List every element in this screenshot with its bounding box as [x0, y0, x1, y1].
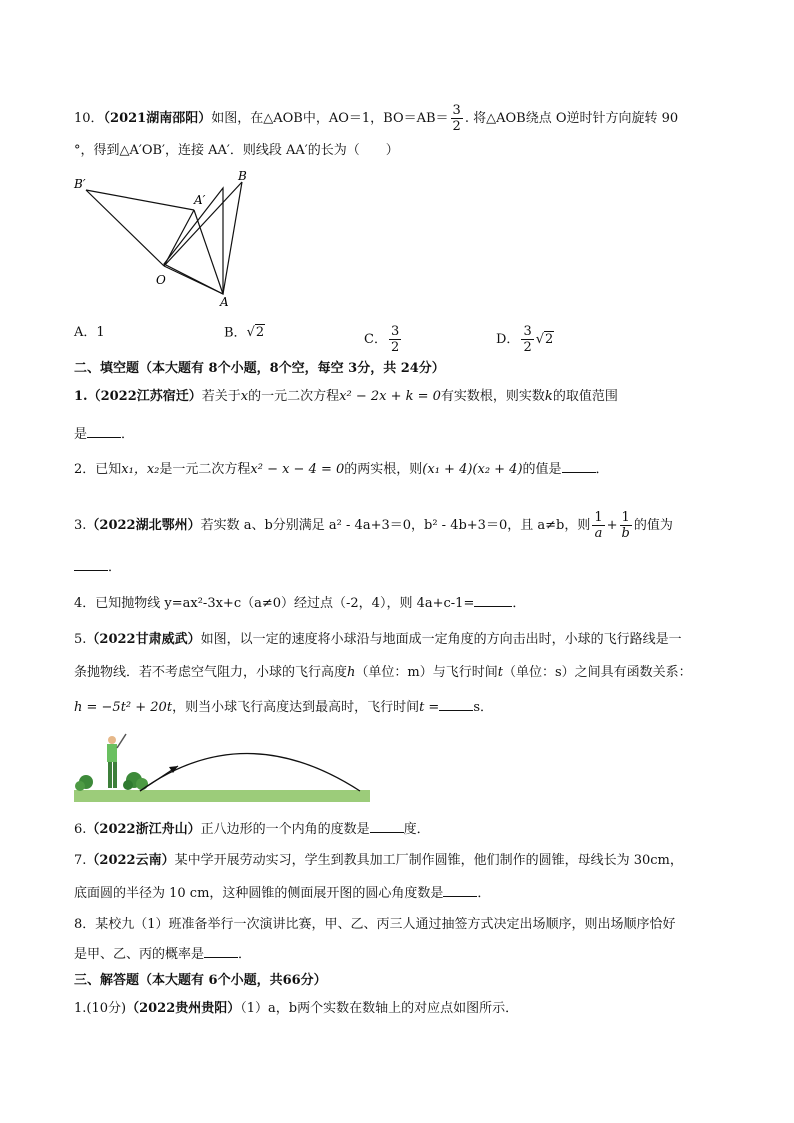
answer-blank[interactable] — [474, 594, 512, 607]
section-fill-title: 二、填空题（本大题有 8个小题，8个空，每空 3分，共 24分） — [74, 361, 445, 376]
q10-fraction: $\frac{3}{2}$ — [452, 103, 461, 134]
q10-line2: °，得到△A′OB′，连接 AA′．则线段 AA′的长为（ ） — [74, 143, 399, 158]
ground — [74, 790, 370, 802]
fill-q6: 6.（2022浙江舟山）正八边形的一个内角的度数是 度． — [74, 822, 430, 837]
answer-blank[interactable] — [562, 460, 596, 473]
option-d: D． $\frac{3}{2}$ √2 — [496, 324, 554, 355]
golf-trajectory-picture — [74, 730, 372, 804]
fill-q8-line1: 8．某校九（1）班准备举行一次演讲比赛，甲、乙、丙三人通过抽签方式决定出场顺序，则出场顺序恰好 — [74, 917, 676, 932]
answer-blank[interactable] — [370, 820, 404, 833]
segment-b-prime-o — [86, 190, 164, 266]
fill-q3: 3.（2022湖北鄂州）若实数 a、b分别满足 a² - 4a+3＝0，b² - 4b+3＝0，且 a≠b，则 $\frac{1}{a}$ + $\frac{1}{b}$ 的值为 — [74, 510, 673, 541]
label-b: B — [238, 169, 247, 183]
fill-q1-line2: 是 ． — [74, 427, 135, 442]
fill-q7-line2: 底面圆的半径为 10 cm，这种圆锥的侧面展开图的圆心角度数是 ． — [74, 886, 491, 901]
answer-blank[interactable] — [204, 945, 238, 958]
triangle-figure — [70, 168, 260, 308]
fill-q5-line3: h = −5t² + 20t，则当小球飞行高度达到最高时，飞行时间t = s． — [74, 700, 493, 715]
fill-q8-line2: 是甲、乙、丙的概率是 ． — [74, 947, 252, 962]
option-a: A．1 — [74, 325, 105, 340]
answer-blank[interactable] — [74, 558, 108, 571]
fill-q5-line1: 5.（2022甘肃威武）如图，以一定的速度将小球沿与地面成一定角度的方向击出时，小球的飞行路线是一 — [74, 632, 682, 647]
fill-q4: 4．已知抛物线 y=ax²-3x+c（a≠0）经过点（-2，4），则 4a+c-1= ． — [74, 596, 526, 611]
segment-b-prime-a-prime — [86, 190, 194, 210]
bush-left-icon — [75, 775, 93, 791]
label-o: O — [156, 273, 166, 287]
fill-q5-line2: 条抛物线．若不考虑空气阻力，小球的飞行高度h（单位：m）与飞行时间t（单位：s）之间具有函数关系： — [74, 665, 692, 680]
golfer-icon — [107, 734, 126, 788]
label-a: A — [220, 295, 229, 308]
answer-blank[interactable] — [443, 884, 477, 897]
section-solve-title: 三、解答题（本大题有 6个小题，共66分） — [74, 973, 327, 988]
fill-q3-line2: ． — [74, 558, 121, 577]
label-a-prime: A′ — [194, 193, 206, 207]
fill-q1: 1.（2022江苏宿迁）若关于x的一元二次方程x² − 2x + k = 0有实数根，则实数k的取值范围 — [74, 389, 618, 404]
fill-q2: 2．已知x₁，x₂是一元二次方程x² − x − 4 = 0的两实根，则(x₁ + 4)(x₂ + 4)的值是 ． — [74, 462, 609, 477]
option-b: B．√2 — [224, 325, 265, 341]
label-b-prime: B′ — [74, 177, 86, 191]
solve-q1: 1.(10分)（2022贵州贵阳）（1）a，b两个实数在数轴上的对应点如图所示． — [74, 1001, 519, 1016]
q10-options — [74, 324, 554, 355]
answer-blank[interactable] — [439, 698, 473, 711]
answer-blank[interactable] — [87, 425, 121, 438]
q10-source: （2021湖南邵阳） — [103, 111, 212, 126]
option-c: C． $\frac{3}{2}$ — [364, 324, 400, 355]
fill-q7-line1: 7.（2022云南）某中学开展劳动实习，学生到教具加工厂制作圆锥，他们制作的圆锥，母线长为 30cm， — [74, 853, 683, 868]
q10-line1: 10．（2021湖南邵阳）如图，在△AOB中，AO＝1，BO＝AB＝ $\frac{3}{2}$ . 将△AOB绕点 O逆时针方向旋转 90 — [74, 103, 679, 134]
